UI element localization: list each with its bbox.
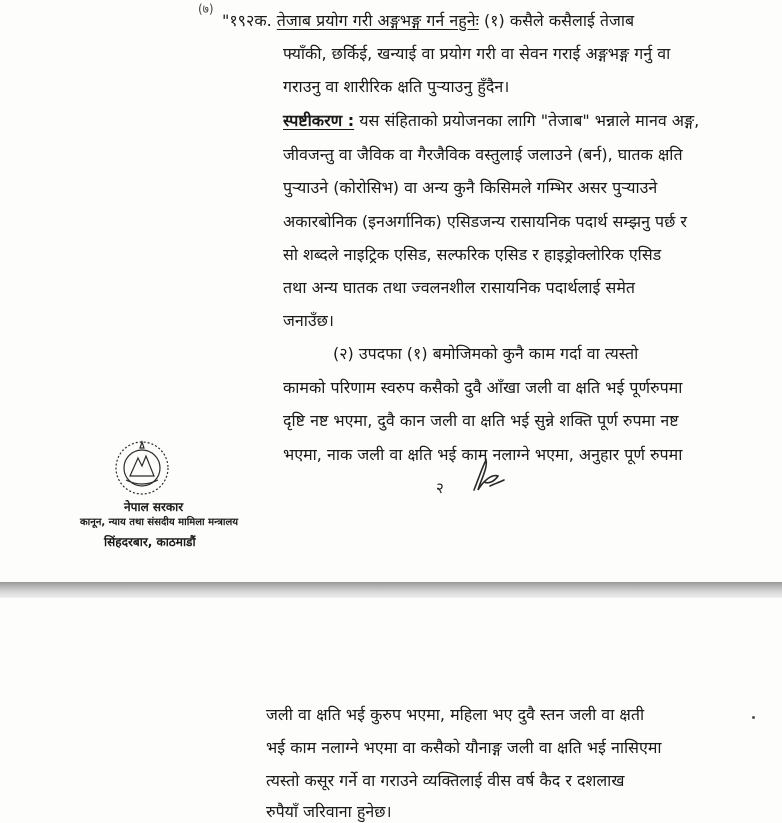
explanation-line-6: तथा अन्य घातक तथा ज्वलनशील रासायनिक पदार्थलाई समेत xyxy=(283,278,636,297)
continuation-line-3: त्यस्तो कसूर गर्ने वा गराउने व्यक्तिलाई वीस वर्ष कैद र दशलाख xyxy=(266,771,625,790)
section-line-1: (१) कसैले कसैलाई तेजाब xyxy=(483,11,635,30)
subsection-line-4: भएमा, नाक जली वा क्षति भई काम नलाग्ने भएमा, अनुहार पूर्ण रुपमा xyxy=(283,445,683,464)
page-separator xyxy=(0,582,782,598)
explanation-line-4: अकारबोनिक (इनअर्गानिक) एसिडजन्य रासायनिक पदार्थ सम्झनु पर्छ र xyxy=(283,212,687,231)
subsection-line-2: कामको परिणाम स्वरुप कसैको दुवै आँखा जली वा क्षति भई पूर्णरुपमा xyxy=(283,378,683,397)
seal-ministry: कानून, न्याय तथा संसदीय मामिला मन्त्रालय xyxy=(80,517,239,528)
scan-speck xyxy=(752,716,755,719)
subsection-line-3: दृष्टि नष्ट भएमा, दुवै कान जली वा क्षति भई सुन्ने शक्ति पूर्ण रुपमा नष्ट xyxy=(283,411,679,430)
section-number: "१९२क. xyxy=(222,11,272,30)
government-seal-icon xyxy=(80,436,200,506)
explanation-line-5: सो शब्दले नाइट्रिक एसिड, सल्फरिक एसिड र हाइड्रोक्लोरिक एसिड xyxy=(283,245,662,264)
section-title: तेजाब प्रयोग गरी अङ्गभङ्ग गर्न नहुनेः xyxy=(276,11,479,30)
explanation-label: स्पष्टीकरण : xyxy=(283,111,355,130)
explanation-line-3: पुऱ्याउने (कोरोसिभ) वा अन्य कुनै किसिमले गम्भिर असर पुऱ्याउने xyxy=(283,178,658,197)
continuation-line-4: रुपैयाँ जरिवाना हुनेछ। xyxy=(266,802,392,821)
explanation-text-1: यस संहिताको प्रयोजनका लागि "तेजाब" भन्नाले मानव अङ्ग, xyxy=(359,111,700,130)
explanation-line-2: जीवजन्तु वा जैविक वा गैरजैविक वस्तुलाई जलाउने (बर्न), घातक क्षति xyxy=(283,145,683,164)
section-line-2: फ्याँकी, छर्किई, खन्याई वा प्रयोग गरी वा सेवन गराई अङ्गभङ्ग गर्नु वा xyxy=(283,44,671,63)
continuation-line-1: जली वा क्षति भई कुरुप भएमा, महिला भए दुवै स्तन जली वा क्षती xyxy=(266,705,645,724)
page-number: २ xyxy=(436,479,444,497)
top-cut-text: (७) xyxy=(198,2,214,16)
seal-title: नेपाल सरकार xyxy=(124,500,184,514)
explanation-line-7: जनाउँछ। xyxy=(283,311,334,330)
section-heading xyxy=(222,10,634,32)
document-page-bottom xyxy=(0,598,782,823)
explanation-line-1 xyxy=(283,110,699,132)
continuation-line-2: भई काम नलाग्ने भएमा वा कसैको यौनाङ्ग जली वा क्षति भई नासिएमा xyxy=(266,738,662,757)
signature-icon xyxy=(468,456,508,496)
section-line-3: गराउनु वा शारीरिक क्षति पुऱ्याउनु हुँदैन। xyxy=(283,77,510,96)
seal-location: सिंहदरबार, काठमाडौं xyxy=(104,535,196,549)
subsection-line-1: (२) उपदफा (१) बमोजिमको कुनै काम गर्दा वा त्यस्तो xyxy=(333,344,639,363)
